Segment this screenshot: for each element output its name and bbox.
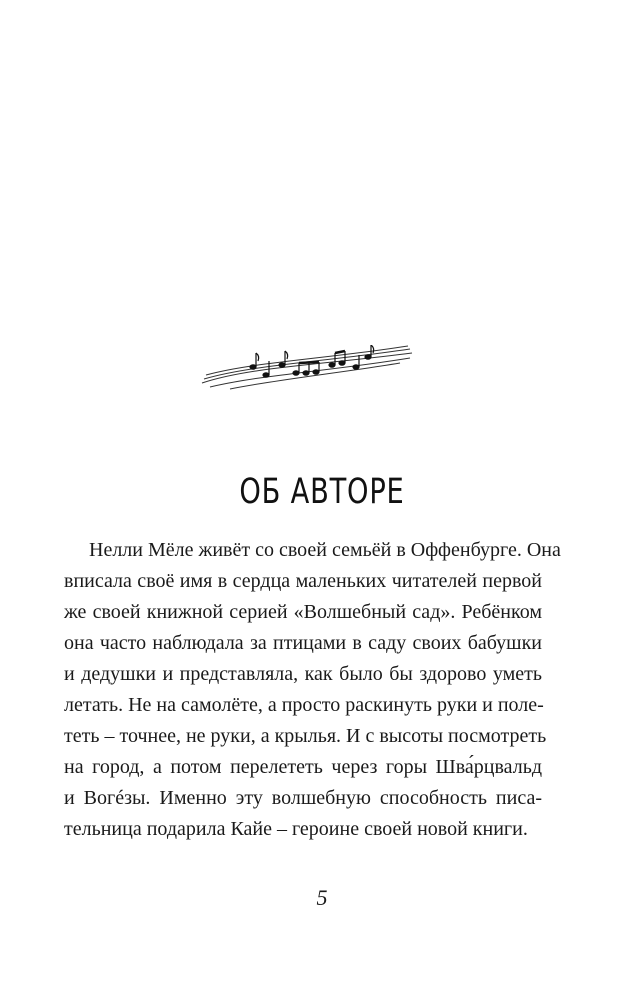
paragraph-line: теть – точнее, не руки, а крылья. И с высоты посмотреть [64,725,547,747]
paragraph-line: летать. Не на самолёте, а просто раскинуть руки и поле- [64,694,544,716]
ornament [200,345,416,390]
music-notes-staff-icon [200,345,416,390]
paragraph-line: вписала своё имя в сердца маленьких читателей первой [64,570,542,592]
paragraph-line: тельница подарила Кайе – героине своей новой книги. [64,818,528,840]
paragraph-line: и дедушки и представляла, как было бы здорово уметь [64,663,542,685]
paragraph-line: и Вогéзы. Именно эту волшебную способность писа- [64,787,542,809]
page-number: 5 [316,885,328,910]
paragraph-line: же своей книжной серией «Волшебный сад». Ребёнком [64,601,542,623]
paragraph-line: Нелли Мёле живёт со своей семьёй в Оффенбурге. Она [89,539,561,561]
paragraph-line: на город, а потом перелететь через горы Шва́рцвальд [64,756,542,778]
section-heading: ОБ АВТОРЕ [239,472,405,512]
author-bio-paragraph [64,535,561,845]
paragraph-line: она часто наблюдала за птицами в саду своих бабушки [64,632,542,654]
